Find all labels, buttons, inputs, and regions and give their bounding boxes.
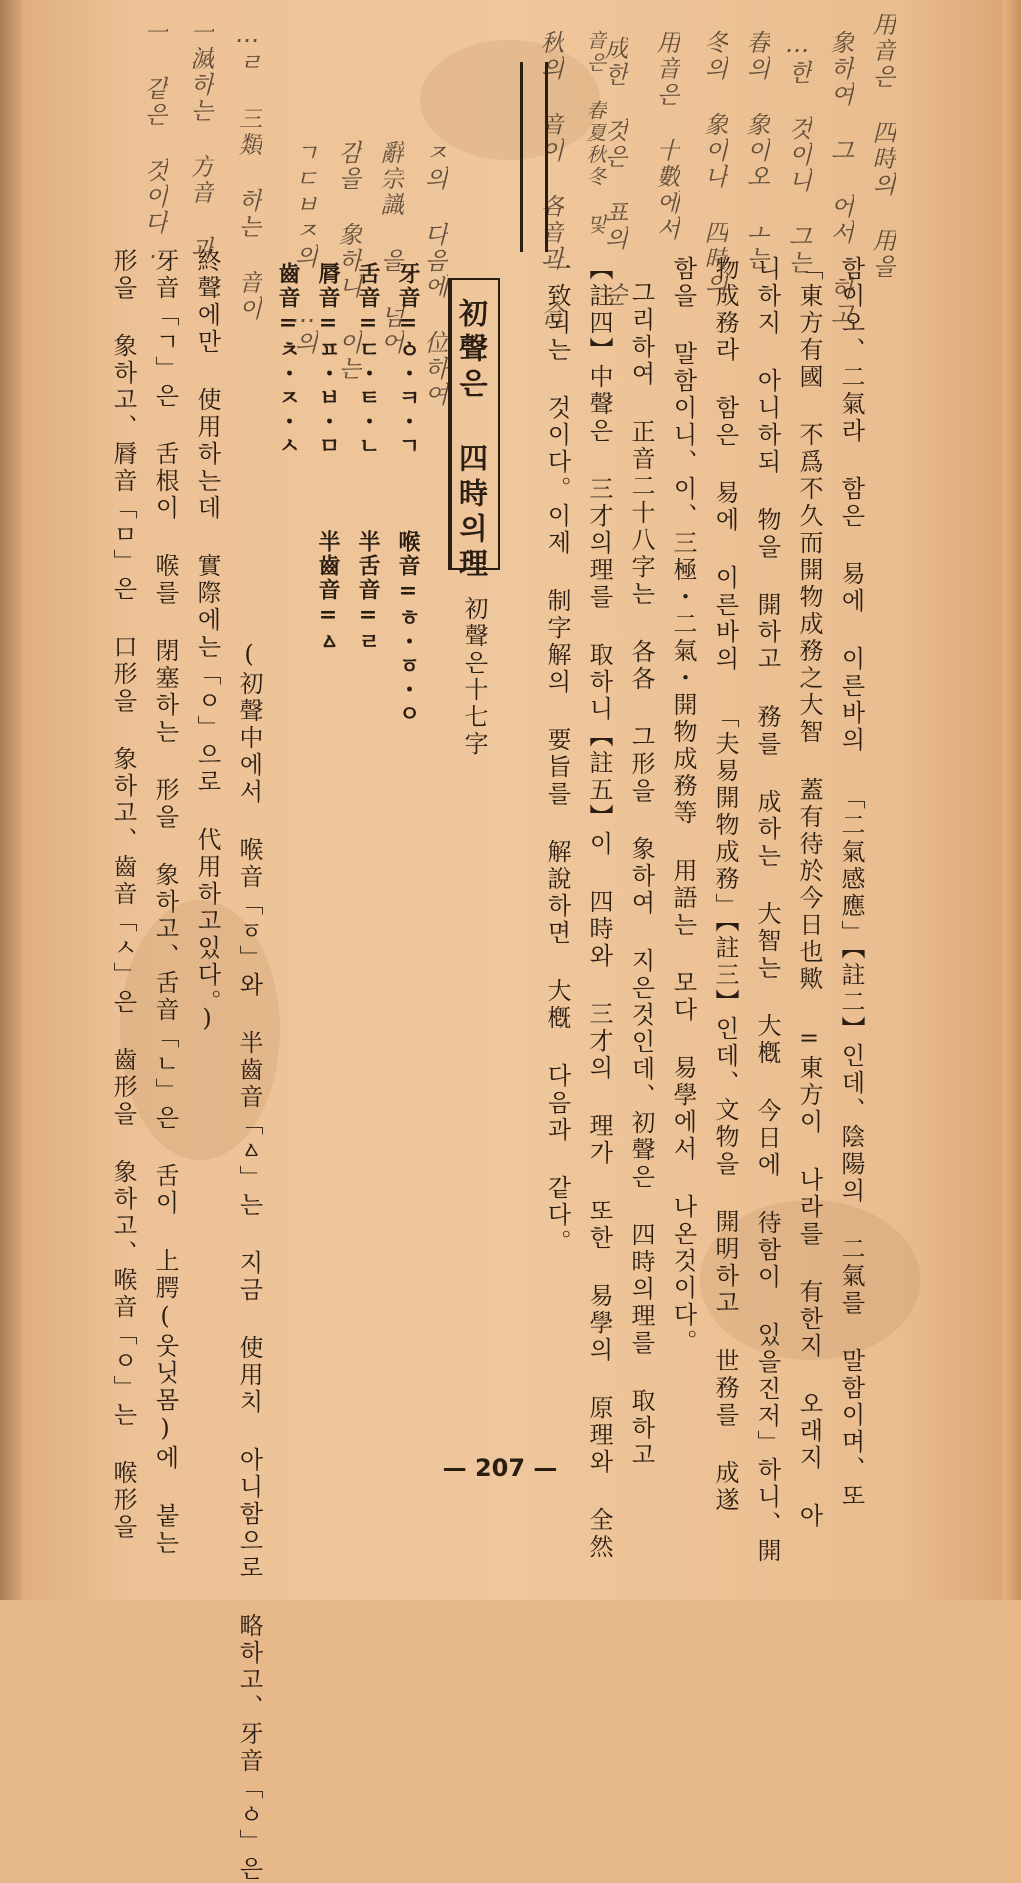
table-entry: 齒音=ㅊ・ㅈ・ㅅ: [275, 262, 301, 458]
handwritten-note: 一滅하는 方音 과: [186, 20, 214, 262]
handwritten-note: 冬의 象이나 四時의: [700, 30, 728, 298]
body-column: 一致되는 것이다。이제 制字解의 要旨를 解說하면 大槪 다음과 같다。: [543, 256, 571, 1256]
body-column: 牙音「ㄱ」은 舌根이 喉를 閉塞하는 形을 象하고、舌音「ㄴ」은 舌이 上腭(웃닛몸)에 붙는: [151, 248, 179, 1557]
body-column: 그리하여 正音二十八字는 各各 그形을 象하여 지은것인데、初聲은 四時의理를 取하고: [627, 280, 655, 1469]
handwritten-note: 用音은 四時의 用을: [868, 12, 896, 280]
handwritten-note: 用音은 十數에서: [652, 30, 680, 242]
body-column: 함을 말함이니、이、三極・二氣・開物成務等 用語는 모다 易學에서 나온것이다。: [669, 256, 697, 1356]
section-subheading: 初聲은十七字: [460, 596, 488, 758]
handwritten-note: 秋의 音이 各音과 合: [536, 30, 564, 328]
page-edge: [1003, 0, 1021, 1600]
handwritten-note: 音은 春夏秋冬 및: [583, 30, 607, 236]
table-entry: 舌音=ㄷ・ㅌ・ㄴ: [355, 262, 381, 458]
body-column: 니하지 아니하되 物을 開하고 務를 成하는 大智는 大槪 今日에 待함이 있을진저」하니、開: [753, 256, 781, 1565]
handwritten-note: …한 것이니 그는: [784, 30, 812, 276]
table-entry: 半齒音=ㅿ: [315, 530, 341, 654]
handwritten-note: 象하여 그 어서 하고: [826, 30, 854, 328]
body-column: 함이오、二氣라 함은 易에 이른바의 「二氣感應」【註二】인데、陰陽의 二氣를 말함이며、또: [837, 256, 865, 1510]
table-entry: 半舌音=ㄹ: [355, 530, 381, 654]
handwritten-note: 成한 것은 표의 순: [600, 36, 628, 308]
handwritten-strike-mark: [520, 62, 548, 252]
handwritten-note: 辭宗識 을 넘어: [376, 140, 404, 356]
handwritten-note: 春의 象이오 ㅗ는: [742, 30, 770, 272]
handwritten-note: 一 같은 것이다.: [140, 20, 168, 266]
section-heading: 初聲은 四時의理: [455, 298, 489, 583]
handwritten-note: ㅈ의 다음에 位하여: [420, 140, 448, 408]
table-entry: 脣音=ㅍ・ㅂ・ㅁ: [315, 262, 341, 458]
body-column: 形을 象하고、脣音「ㅁ」은 口形을 象하고、齒音「ㅅ」은 齒形을 象하고、喉音「ㅇ」는 喉形을: [109, 248, 137, 1541]
table-entry: 牙音=ㆁ・ㅋ・ㄱ: [395, 262, 421, 458]
handwritten-note: 감을 象하니 이는: [334, 140, 362, 382]
page-binding: [0, 0, 22, 1600]
table-entry: 喉音=ㅎ・ㆆ・ㅇ: [395, 530, 421, 726]
body-column: (初聲中에서 喉音「ㆆ」와 半齒音「ㅿ」는 지금 使用치 아니함으로 略하고、牙音「ㆁ」은: [235, 640, 263, 1883]
body-column: 【註四】中聲은 三才의理를 取하니【註五】이 四時와 三才의 理가 또한 易學의 原理와 全然: [585, 256, 613, 1561]
body-column: 終聲에만 使用하는데 實際에는「ㅇ」으로 代用하고있다。): [193, 248, 221, 1035]
handwritten-note: …ㄹ 三類 하는 音이: [234, 20, 262, 322]
page-number: — 207 —: [442, 1454, 558, 1482]
handwritten-note: ㄱㄷㅂㅈ의 …의: [290, 140, 318, 356]
body-column: 物成務라 함은 易에 이른바의 「夫易開物成務」【註三】인데、文物을 開明하고 世務를 成遂: [711, 256, 739, 1514]
body-column: 「東方有國 不爲不久而開物成務之大智 蓋有待於今日也歟 =東方이 나라를 有한지 오래지 아: [795, 256, 823, 1530]
